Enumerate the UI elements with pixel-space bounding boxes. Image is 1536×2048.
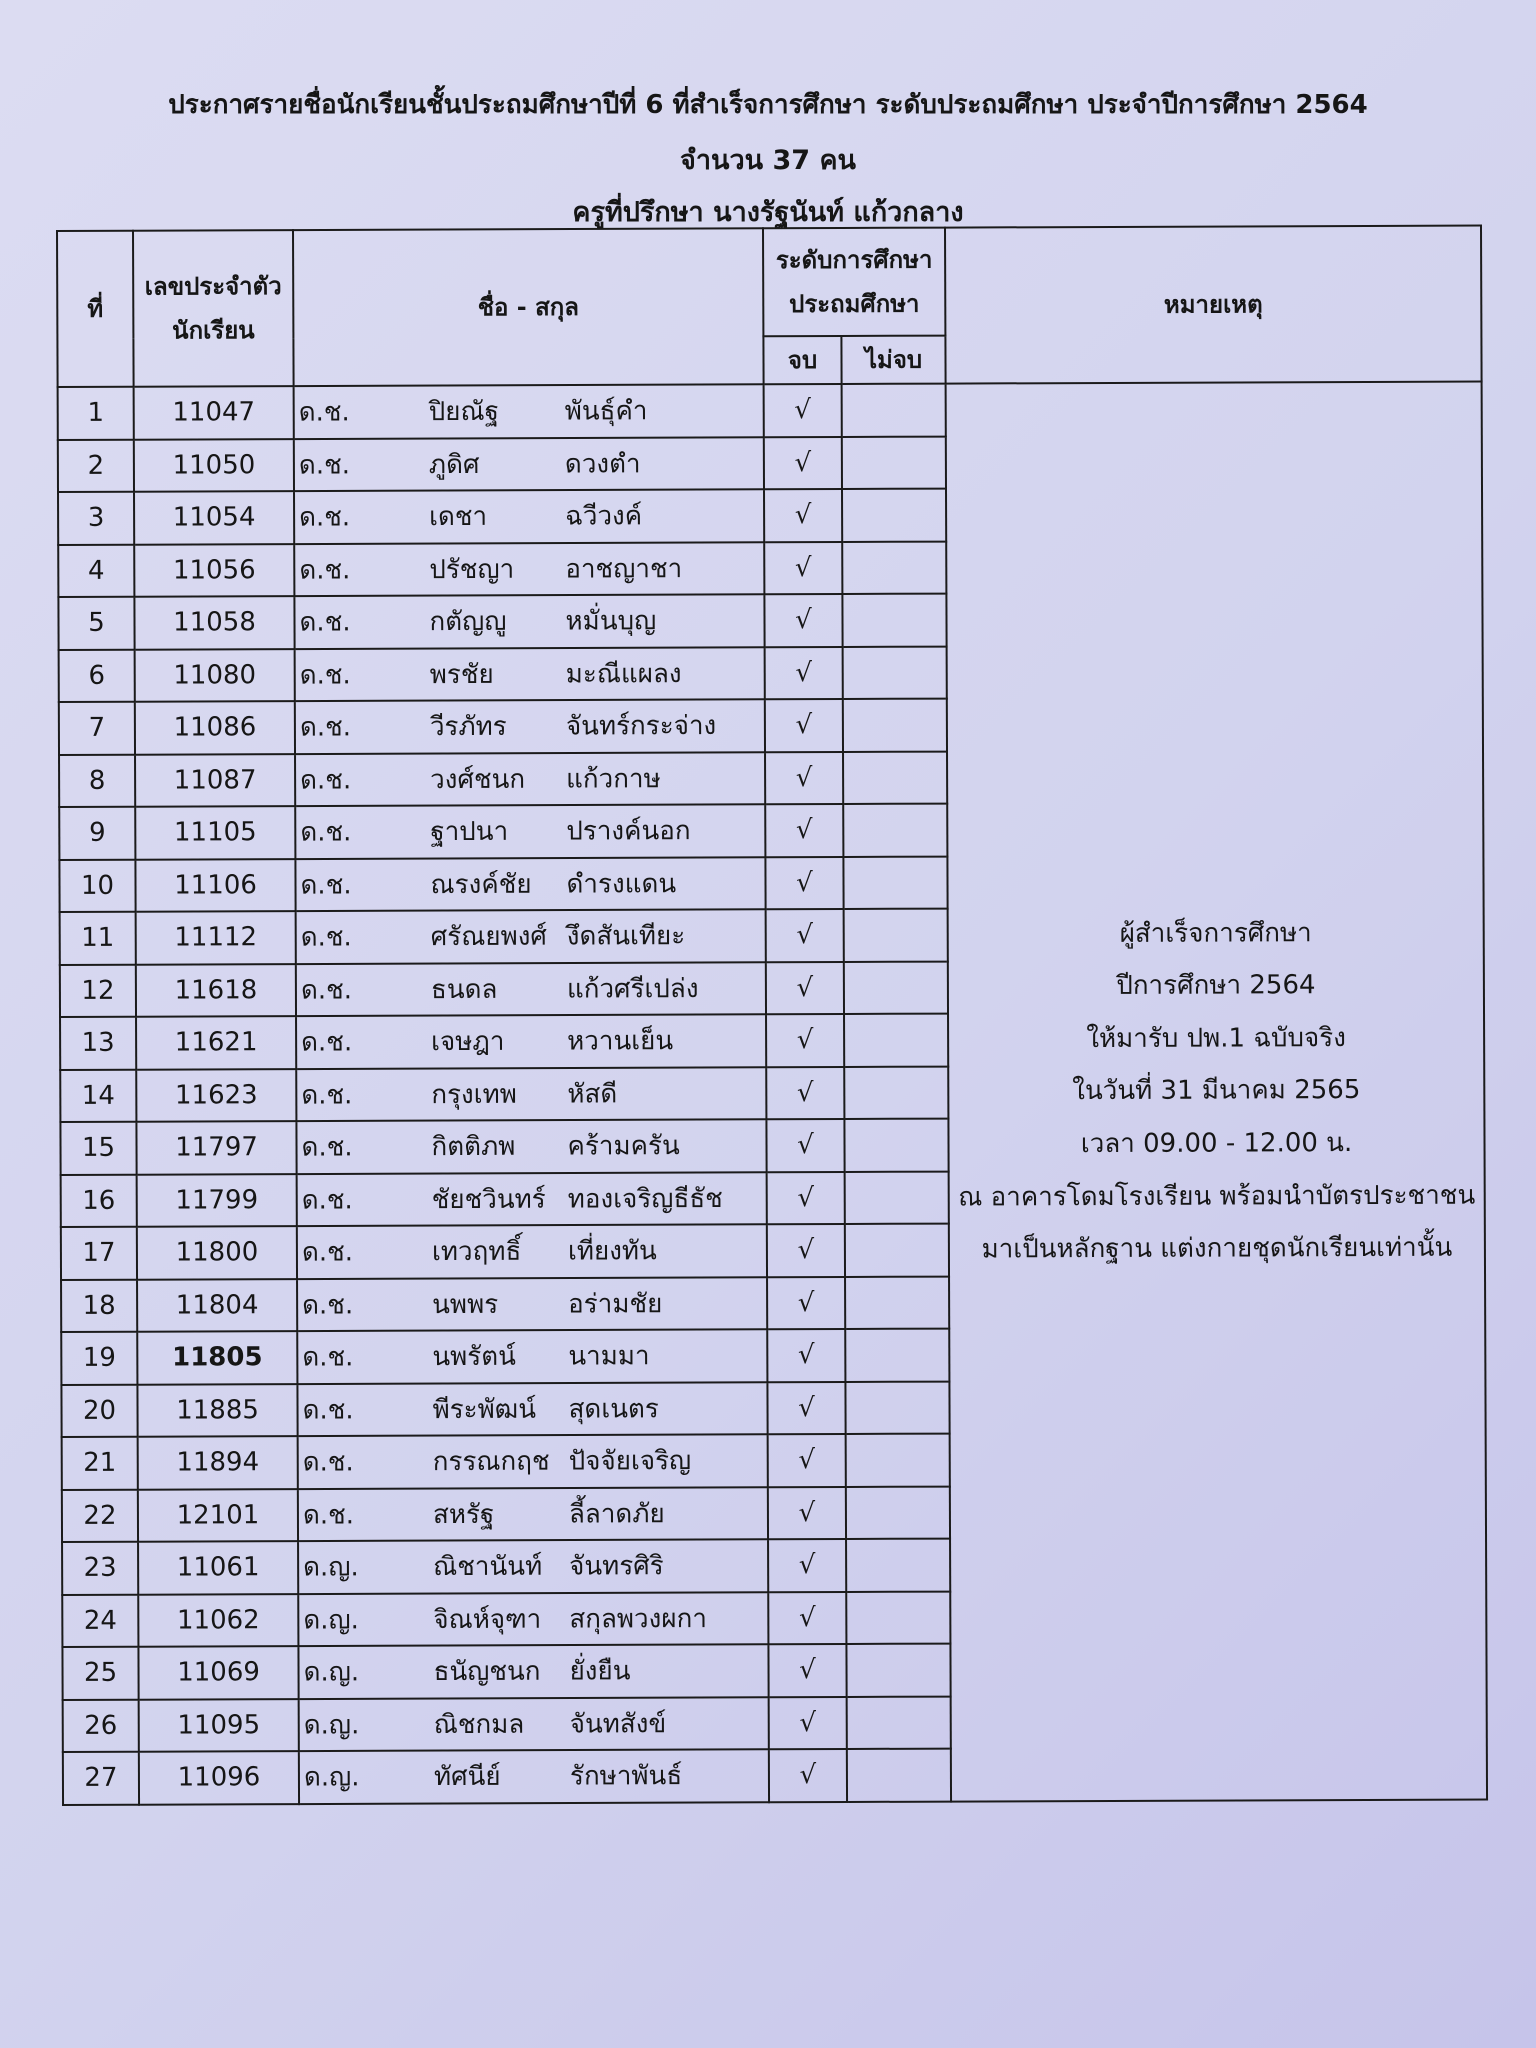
first-name: วีรภัทร (429, 712, 507, 743)
first-name: จิณห์จุฑา (433, 1604, 542, 1635)
pass-check-mark: √ (767, 1276, 845, 1329)
name-prefix: ด.ช. (300, 765, 352, 796)
last-name: จันทร์กระจ่าง (565, 711, 717, 742)
fail-cell (846, 1591, 950, 1644)
header-name: ชื่อ - สกุล (293, 228, 764, 386)
student-id: 11086 (135, 701, 295, 754)
name-prefix: ด.ช. (302, 1290, 354, 1321)
student-id: 11058 (134, 596, 294, 649)
first-name: วงศ์ชนก (430, 764, 526, 795)
name-prefix: ด.ช. (301, 1237, 354, 1268)
student-name (294, 542, 764, 596)
row-number: 22 (62, 1489, 138, 1542)
row-number: 27 (63, 1752, 139, 1805)
name-prefix: ด.ช. (301, 1132, 353, 1163)
last-name: แก้วกาษ (566, 763, 661, 795)
student-name (295, 857, 765, 911)
student-name (297, 1172, 767, 1226)
first-name: ศรัณยพงศ์ (430, 921, 547, 953)
pass-check-mark: √ (768, 1644, 846, 1697)
header-student-id-line2: นักเรียน (172, 316, 255, 345)
first-name: กรรณกฤช (432, 1446, 550, 1478)
fail-cell (842, 489, 946, 542)
pass-check-mark: √ (765, 751, 843, 804)
first-name: ชัยชวินทร์ (431, 1184, 546, 1215)
pass-check-mark: √ (766, 1119, 844, 1172)
student-id: 11800 (137, 1226, 297, 1279)
last-name: รักษาพันธ์ (569, 1761, 683, 1792)
last-name: ดวงตำ (564, 449, 641, 480)
fail-cell (845, 1224, 949, 1277)
row-number: 1 (58, 387, 134, 440)
pass-check-mark: √ (764, 436, 842, 489)
last-name: สกุลพวงผกา (569, 1603, 707, 1635)
row-number: 18 (61, 1279, 137, 1332)
student-id: 11805 (137, 1331, 297, 1384)
student-id: 11096 (139, 1751, 299, 1804)
remark-line: ณ อาคารโดมโรงเรียน พร้อมนำบัตรประชาชน (958, 1180, 1476, 1213)
student-id: 11062 (138, 1594, 298, 1647)
first-name: ปรัชญา (429, 554, 515, 585)
name-prefix: ด.ช. (299, 607, 351, 638)
student-id: 11069 (138, 1646, 298, 1699)
student-id: 11050 (134, 439, 294, 492)
first-name: นพพร (432, 1289, 499, 1320)
first-name: กิตติภพ (431, 1131, 516, 1163)
fail-cell (844, 909, 948, 962)
student-id: 11080 (135, 649, 295, 702)
first-name: ณิชกมล (433, 1709, 525, 1740)
student-id: 11061 (138, 1541, 298, 1594)
pass-check-mark: √ (767, 1381, 845, 1434)
row-number: 21 (62, 1437, 138, 1490)
name-prefix: ด.ช. (300, 870, 352, 901)
student-id: 11799 (137, 1174, 297, 1227)
name-prefix: ด.ช. (299, 712, 352, 743)
row-number: 3 (58, 492, 134, 545)
pass-check-mark: √ (765, 699, 843, 752)
row-number: 5 (58, 597, 134, 650)
fail-cell (843, 856, 947, 909)
fail-cell (843, 751, 947, 804)
pass-check-mark: √ (767, 1224, 845, 1277)
name-prefix: ด.ช. (298, 397, 350, 428)
remark-line: ผู้สำเร็จการศึกษา (1119, 917, 1312, 949)
row-number: 7 (59, 702, 135, 755)
pass-check-mark: √ (764, 594, 842, 647)
student-id: 11112 (136, 911, 296, 964)
row-number: 19 (61, 1332, 137, 1385)
last-name: ยั่งยืน (569, 1656, 631, 1687)
student-id: 11087 (135, 754, 295, 807)
student-name (298, 1592, 768, 1646)
first-name: ณรงค์ชัย (430, 869, 532, 900)
name-prefix: ด.ช. (302, 1342, 354, 1373)
student-name (299, 1749, 769, 1803)
student-id: 11894 (138, 1436, 298, 1489)
student-name (295, 647, 765, 701)
last-name: จันทรศิริ (569, 1551, 664, 1582)
fail-cell (847, 1696, 951, 1749)
pass-check-mark: √ (765, 804, 843, 857)
student-name (298, 1434, 768, 1488)
fail-cell (847, 1749, 951, 1802)
student-id: 11056 (134, 544, 294, 597)
remark-line: ให้มารับ ปพ.1 ฉบับจริง (1086, 1022, 1346, 1054)
remark-line: ในวันที่ 31 มีนาคม 2565 (1072, 1075, 1361, 1107)
row-number: 9 (59, 807, 135, 860)
fail-cell (846, 1539, 950, 1592)
last-name: ทองเจริญธีธัช (567, 1183, 723, 1215)
student-name (295, 804, 765, 858)
last-name: นามมา (568, 1341, 650, 1372)
header-no: ที่ (57, 231, 134, 387)
row-number: 6 (59, 649, 135, 702)
row-number: 11 (60, 912, 136, 965)
fail-cell (843, 804, 947, 857)
student-name (296, 909, 766, 963)
first-name: ธนดล (430, 974, 498, 1005)
pass-check-mark: √ (769, 1696, 847, 1749)
header-level-line2: ประถมศึกษา (789, 289, 920, 319)
pass-check-mark: √ (766, 961, 844, 1014)
fail-cell (844, 1066, 948, 1119)
fail-cell (845, 1329, 949, 1382)
remark-line: ปีการศึกษา 2564 (1116, 970, 1316, 1002)
last-name: ลี้ลาดภัย (568, 1498, 665, 1530)
fail-cell (842, 594, 946, 647)
header-level-line1: ระดับการศึกษา (775, 245, 933, 275)
fail-cell (844, 1119, 948, 1172)
header-student-id (133, 230, 294, 387)
name-prefix: ด.ญ. (303, 1762, 360, 1793)
pass-check-mark: √ (764, 541, 842, 594)
student-name (296, 1119, 766, 1173)
fail-cell (846, 1434, 950, 1487)
student-name (299, 1697, 769, 1751)
first-name: เจษฎา (431, 1027, 505, 1058)
student-id: 11885 (137, 1384, 297, 1437)
student-name (296, 1014, 766, 1068)
pass-check-mark: √ (768, 1434, 846, 1487)
fail-cell (845, 1276, 949, 1329)
row-number: 20 (61, 1384, 137, 1437)
pass-check-mark: √ (769, 1749, 847, 1802)
fail-cell (846, 1644, 950, 1697)
pass-check-mark: √ (765, 856, 843, 909)
student-name (296, 962, 766, 1016)
last-name: หัสดี (567, 1079, 618, 1110)
student-id: 11618 (136, 964, 296, 1017)
student-name (298, 1487, 768, 1541)
row-number: 2 (58, 439, 134, 492)
pass-check-mark: √ (768, 1591, 846, 1644)
student-name (294, 594, 764, 648)
row-number: 15 (60, 1122, 136, 1175)
row-number: 14 (60, 1069, 136, 1122)
student-name (297, 1224, 767, 1278)
fail-cell (844, 961, 948, 1014)
row-number: 23 (62, 1542, 138, 1595)
row-number: 25 (62, 1647, 138, 1700)
student-name (294, 384, 764, 438)
table-body (58, 382, 1487, 1805)
last-name: หมั่นบุญ (565, 606, 657, 637)
first-name: ฐาปนา (430, 817, 509, 848)
name-prefix: ด.ช. (301, 1185, 353, 1216)
last-name: จันทสังข์ (569, 1708, 667, 1740)
first-name: พรชัย (429, 659, 494, 690)
remark-cell (946, 382, 1487, 1802)
row-number: 16 (61, 1174, 137, 1227)
name-prefix: ด.ช. (302, 1500, 355, 1531)
row-number: 24 (62, 1594, 138, 1647)
fail-cell (845, 1171, 949, 1224)
name-prefix: ด.ช. (302, 1447, 354, 1478)
fail-cell (842, 384, 946, 437)
last-name: ปัจจัยเจริญ (568, 1446, 692, 1477)
student-name (294, 437, 764, 491)
student-id: 11797 (136, 1121, 296, 1174)
pass-check-mark: √ (764, 489, 842, 542)
row-number: 26 (63, 1699, 139, 1752)
student-count: จำนวน 37 คน (680, 145, 856, 176)
first-name: ภูดิศ (428, 449, 480, 480)
last-name: มะณีแผลง (565, 658, 682, 690)
student-name (298, 1644, 768, 1698)
pass-check-mark: √ (765, 646, 843, 699)
header-fail: ไม่จบ (841, 336, 945, 384)
last-name: คร้ามครัน (567, 1131, 680, 1162)
first-name: กรุงเทพ (431, 1079, 517, 1110)
last-name: แก้วศรีเปล่ง (566, 973, 699, 1005)
header-student-id-line1: เลขประจำตัว (144, 272, 282, 301)
name-prefix: ด.ช. (302, 1395, 354, 1426)
advisor-line: ครูที่ปรึกษา นางรัฐนันท์ แก้วกลาง (572, 197, 964, 228)
first-name: เทวฤทธิ์ (431, 1236, 522, 1268)
last-name: พันธุ์คำ (564, 396, 648, 427)
last-name: อร่ามชัย (568, 1288, 663, 1320)
pass-check-mark: √ (766, 909, 844, 962)
last-name: เที่ยงทัน (567, 1236, 657, 1267)
name-prefix: ด.ช. (301, 1027, 353, 1058)
student-id: 11095 (139, 1699, 299, 1752)
pass-check-mark: √ (766, 1014, 844, 1067)
first-name: ทัศนีย์ (433, 1762, 501, 1793)
name-prefix: ด.ญ. (303, 1710, 360, 1741)
remark-line: เวลา 09.00 - 12.00 น. (1080, 1128, 1353, 1160)
student-id: 11105 (135, 806, 295, 859)
last-name: หวานเย็น (567, 1026, 674, 1057)
name-prefix: ด.ช. (299, 660, 351, 691)
name-prefix: ด.ช. (300, 922, 352, 953)
student-id: 11621 (136, 1016, 296, 1069)
student-name (297, 1329, 767, 1383)
fail-cell (843, 699, 947, 752)
row-number: 8 (59, 754, 135, 807)
first-name: ธนัญชนก (433, 1656, 541, 1688)
student-id: 11047 (134, 386, 294, 439)
name-prefix: ด.ช. (299, 502, 351, 533)
row-number: 17 (61, 1227, 137, 1280)
header-pass: จบ (763, 336, 841, 384)
remark-line: มาเป็นหลักฐาน แต่งกายชุดนักเรียนเท่านั้น (981, 1232, 1453, 1265)
pass-check-mark: √ (768, 1486, 846, 1539)
name-prefix: ด.ช. (301, 1080, 353, 1111)
first-name: ปิยณัฐ (428, 397, 499, 428)
last-name: ปรางค์นอก (566, 816, 691, 847)
first-name: กตัญญู (429, 607, 507, 638)
last-name: ฉวีวงค์ (565, 501, 643, 532)
last-name: ดำรงแดน (566, 868, 677, 900)
name-prefix: ด.ญ. (303, 1657, 360, 1688)
name-prefix: ด.ญ. (303, 1552, 359, 1583)
pass-check-mark: √ (768, 1539, 846, 1592)
student-id: 11106 (135, 859, 295, 912)
last-name: สุดเนตร (568, 1393, 659, 1425)
name-prefix: ด.ช. (298, 450, 351, 481)
student-name (297, 1277, 767, 1331)
student-id: 12101 (138, 1489, 298, 1542)
first-name: ณิชานันท์ (433, 1551, 543, 1583)
fail-cell (842, 541, 946, 594)
row-number: 12 (60, 964, 136, 1017)
row-number: 13 (60, 1017, 136, 1070)
last-name: อาชญาชา (565, 553, 683, 585)
fail-cell (844, 1014, 948, 1067)
graduates-table (56, 225, 1488, 1806)
last-name: งึดสันเทียะ (566, 921, 686, 952)
pass-check-mark: √ (767, 1329, 845, 1382)
name-prefix: ด.ญ. (303, 1605, 359, 1636)
fail-cell (846, 1486, 950, 1539)
table-row (58, 382, 1482, 440)
first-name: พีระพัฒน์ (432, 1394, 537, 1425)
first-name: นพรัตน์ (432, 1341, 516, 1373)
name-prefix: ด.ช. (300, 975, 353, 1006)
student-id: 11804 (137, 1279, 297, 1332)
name-prefix: ด.ช. (300, 817, 352, 848)
student-name (294, 489, 764, 543)
pass-check-mark: √ (766, 1066, 844, 1119)
first-name: เดชา (429, 502, 488, 533)
row-number: 10 (59, 859, 135, 912)
fail-cell (845, 1381, 949, 1434)
student-id: 11623 (136, 1069, 296, 1122)
header-remark: หมายเหตุ (945, 226, 1482, 384)
student-name (295, 752, 765, 806)
student-name (298, 1539, 768, 1593)
pass-check-mark: √ (767, 1171, 845, 1224)
pass-check-mark: √ (764, 384, 842, 437)
fail-cell (843, 646, 947, 699)
student-id: 11054 (134, 491, 294, 544)
announcement-title: ประกาศรายชื่อนักเรียนชั้นประถมศึกษาปีที่ 6 ที่สำเร็จการศึกษา ระดับประถมศึกษา ประจำปีการศึกษา 2564 (168, 90, 1368, 120)
student-name (296, 1067, 766, 1121)
student-name (297, 1382, 767, 1436)
row-number: 4 (58, 544, 134, 597)
first-name: สหรัฐ (432, 1499, 495, 1530)
header-level (763, 228, 945, 337)
student-name (295, 699, 765, 753)
name-prefix: ด.ช. (299, 555, 351, 586)
fail-cell (842, 436, 946, 489)
